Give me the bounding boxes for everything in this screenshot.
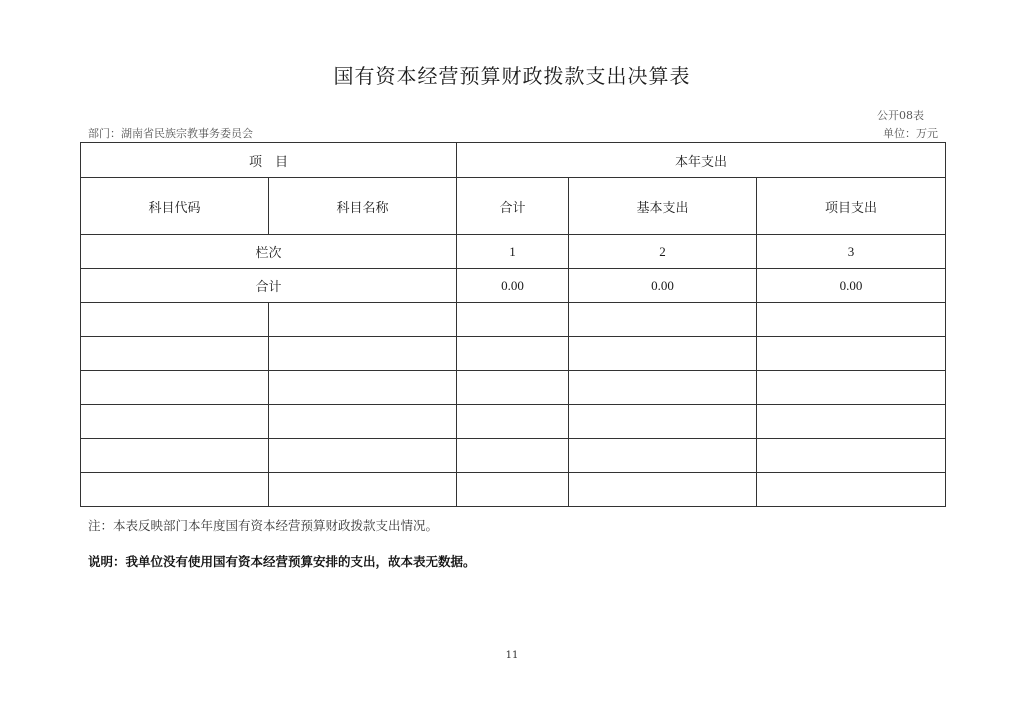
empty-cell [81, 473, 269, 507]
explanation-text: 说明：我单位没有使用国有资本经营预算安排的支出，故本表无数据。 [88, 554, 476, 569]
empty-cell [457, 473, 569, 507]
unit-label: 单位：万元 [883, 127, 938, 140]
basic-value: 0.00 [569, 269, 757, 303]
col-basic: 基本支出 [569, 178, 757, 235]
empty-cell [569, 303, 757, 337]
empty-cell [457, 439, 569, 473]
table-row [81, 473, 946, 507]
empty-cell [457, 405, 569, 439]
column-number-3: 3 [757, 235, 946, 269]
total-value: 0.00 [457, 269, 569, 303]
empty-cell [757, 473, 946, 507]
empty-cell [457, 371, 569, 405]
table-row [81, 371, 946, 405]
empty-cell [757, 337, 946, 371]
total-row [81, 269, 946, 303]
column-number-row [81, 235, 946, 269]
empty-cell [269, 405, 457, 439]
col-project: 项目支出 [757, 178, 946, 235]
col-subject-code: 科目代码 [81, 178, 269, 235]
empty-cell [269, 303, 457, 337]
empty-cell [81, 371, 269, 405]
table-row [81, 439, 946, 473]
table-row [81, 405, 946, 439]
empty-cell [569, 439, 757, 473]
column-number-1: 1 [457, 235, 569, 269]
empty-cell [569, 337, 757, 371]
empty-cell [269, 371, 457, 405]
form-code: 公开08表 [877, 109, 924, 122]
empty-cell [269, 439, 457, 473]
table-header-row [81, 143, 946, 178]
item-header: 项 目 [81, 143, 457, 178]
empty-cell [457, 303, 569, 337]
column-header-row [81, 178, 946, 235]
table-note: 注：本表反映部门本年度国有资本经营预算财政拨款支出情况。 [88, 518, 439, 533]
project-value: 0.00 [757, 269, 946, 303]
empty-cell [269, 473, 457, 507]
col-subject-name: 科目名称 [269, 178, 457, 235]
column-number-label: 栏次 [81, 235, 457, 269]
expenditure-table [80, 142, 946, 507]
empty-cell [457, 337, 569, 371]
table-row [81, 303, 946, 337]
empty-cell [81, 337, 269, 371]
empty-cell [81, 405, 269, 439]
empty-cell [757, 405, 946, 439]
empty-cell [269, 337, 457, 371]
empty-cell [757, 371, 946, 405]
empty-cell [81, 303, 269, 337]
empty-cell [81, 439, 269, 473]
column-number-2: 2 [569, 235, 757, 269]
empty-cell [569, 371, 757, 405]
empty-cell [569, 405, 757, 439]
total-label: 合计 [81, 269, 457, 303]
page-number: 11 [505, 650, 519, 661]
empty-cell [757, 303, 946, 337]
empty-cell [569, 473, 757, 507]
table-row [81, 337, 946, 371]
page-title: 国有资本经营预算财政拨款支出决算表 [333, 64, 691, 88]
empty-cell [757, 439, 946, 473]
current-year-header: 本年支出 [457, 143, 946, 178]
col-total: 合计 [457, 178, 569, 235]
department-label: 部门：湖南省民族宗教事务委员会 [88, 127, 253, 140]
